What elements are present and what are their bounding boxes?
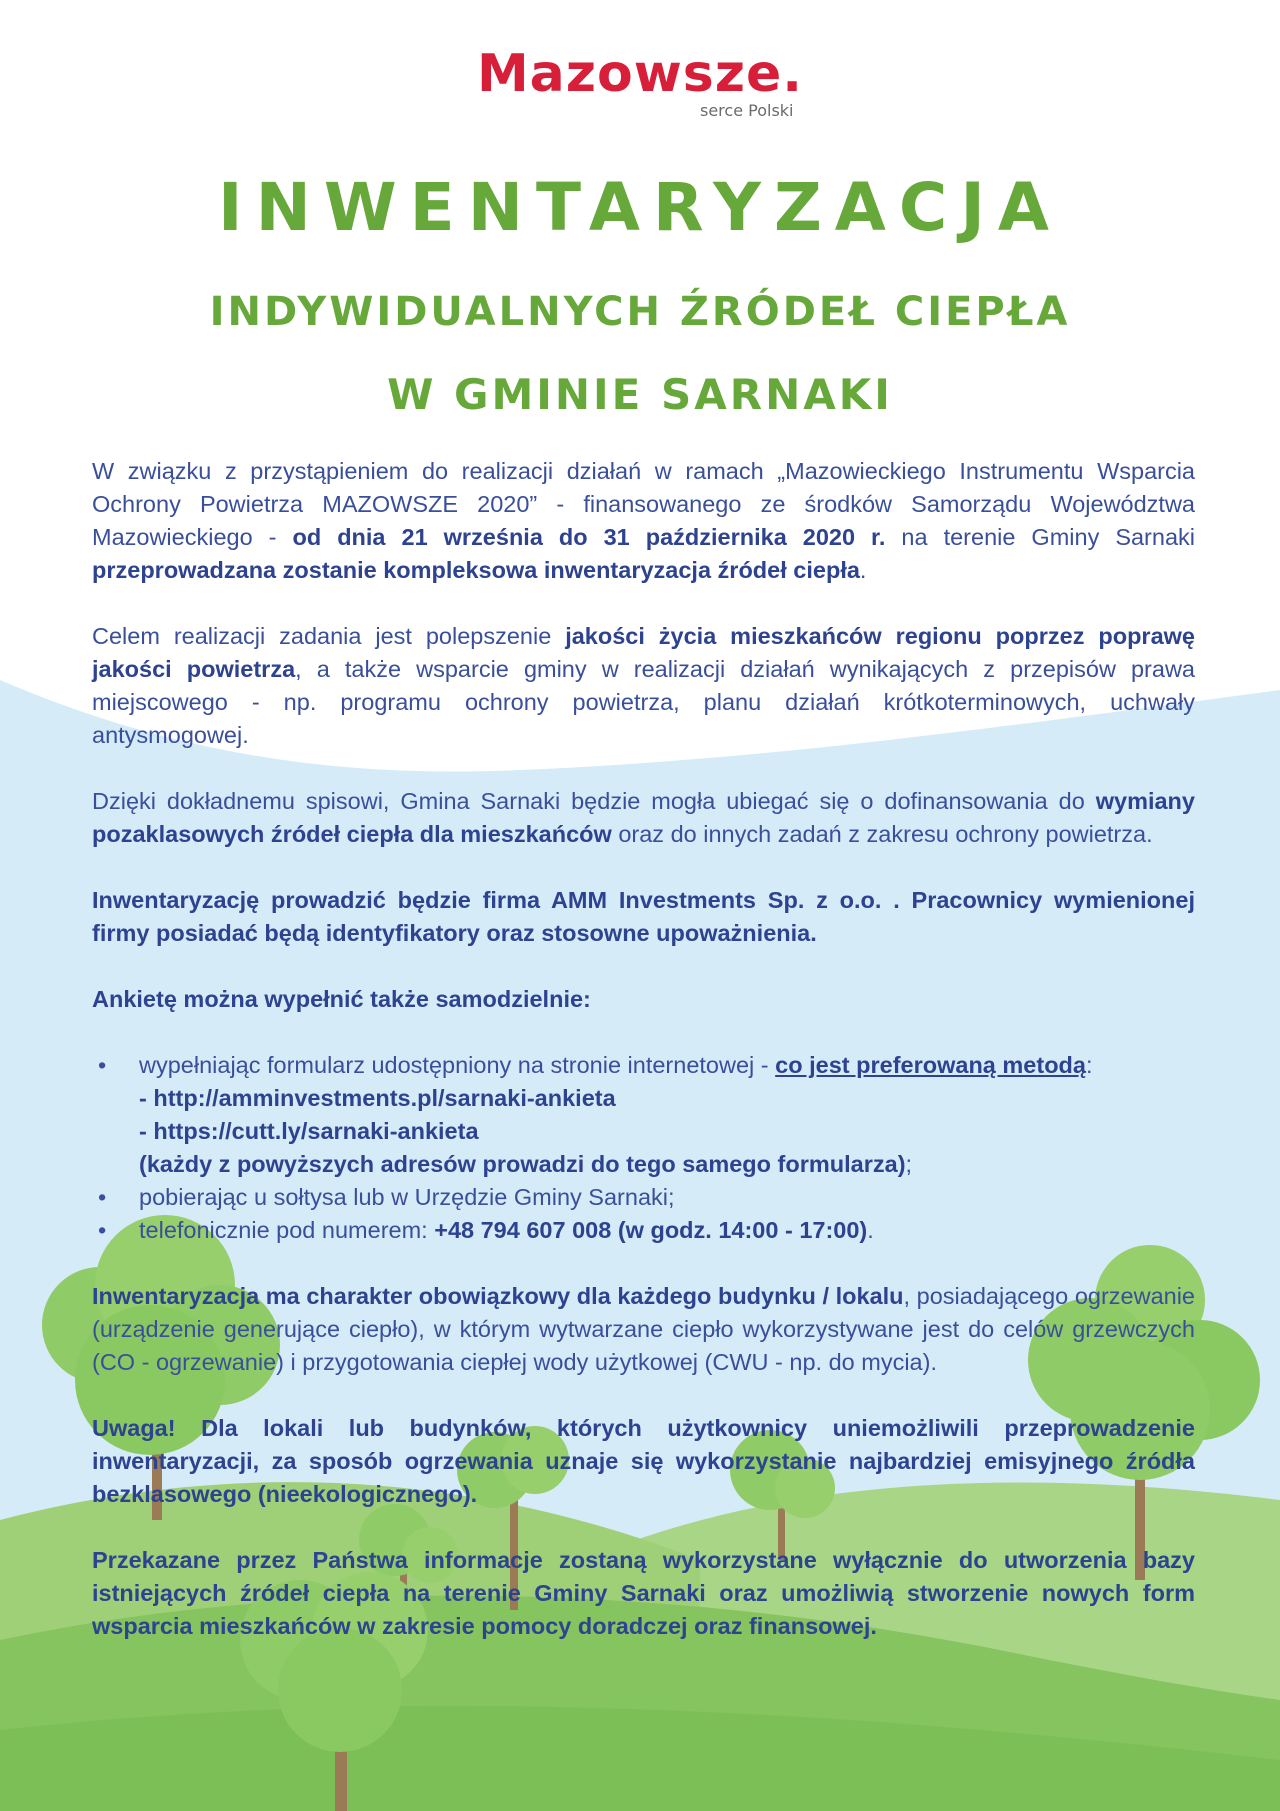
text: wypełniając formularz udostępniony na stronie internetowej - [139, 1052, 776, 1078]
text: , a także wsparcie gminy w realizacji działań wynikających z przepisów prawa miejscowego - np. programu ochrony powietrza, planu działań krótkoterminowych, uchwały antysmogowej. [92, 656, 1195, 748]
list-item-office [92, 1181, 1195, 1214]
paragraph-intro [92, 455, 1195, 587]
text: ; [905, 1151, 913, 1177]
survey-heading: Ankietę można wypełnić także samodzielnie: [92, 986, 591, 1012]
company-highlight: Inwentaryzację prowadzić będzie firma AMM Investments Sp. z o.o. . Pracownicy wymienionej firmy posiadać będą identyfikatory oraz stosowne upoważnienia. [92, 887, 1195, 946]
text: . [859, 557, 867, 583]
survey-link-cuttly[interactable]: - https://cutt.ly/sarnaki-ankieta [139, 1118, 479, 1144]
dates-highlight: od dnia 21 września do 31 października 2020 r. [292, 524, 886, 550]
text: Celem realizacji zadania jest polepszenie [92, 623, 566, 649]
page-title: INWENTARYZACJA [218, 169, 1062, 246]
goal-highlight: jakości życia mieszkańców regionu poprzez poprawę jakości powietrza [92, 623, 1195, 682]
announcement-body [92, 455, 1195, 1676]
privacy-highlight: Przekazane przez Państwa informacje zostaną wykorzystane wyłącznie do utworzenia bazy istniejących źródeł ciepła na terenie Gminy Sarnaki oraz umożliwią stworzenie nowych form wsparcia mieszkańców w zakresie pomocy doradczej oraz finansowej. [92, 1547, 1195, 1639]
mandatory-highlight: Inwentaryzacja ma charakter obowiązkowy dla każdego budynku / lokalu [92, 1283, 904, 1309]
paragraph-privacy [92, 1544, 1195, 1643]
list-item-phone [92, 1214, 1195, 1247]
text: , posiadającego ogrzewanie (urządzenie generujące ciepło), w którym wytwarzane ciepło wykorzystywane jest do celów grzewczych (CO - ogrzewanie) i przygotowania ciepłej wody użytkowej (CWU - np. do mycia). [92, 1283, 1196, 1375]
mazowsze-logo [0, 44, 1280, 124]
paragraph-company [92, 884, 1195, 950]
paragraph-warning [92, 1412, 1195, 1511]
text: . [867, 1217, 874, 1243]
page-subtitle-line2: W GMINIE SARNAKI [387, 370, 893, 419]
logo-tagline: serce Polski [700, 101, 794, 120]
funding-highlight: wymiany pozaklasowych źródeł ciepła dla mieszkańców [92, 788, 1195, 847]
text: na terenie Gminy Sarnaki [885, 524, 1195, 550]
warning-highlight: Uwaga! Dla lokali lub budynków, których użytkownicy uniemożliwili przeprowadzenie inwentaryzacji, za sposób ogrzewania uznaje się wykorzystanie najbardziej emisyjnego źródła bezklasowego (nieekologicznego). [92, 1415, 1195, 1507]
text: Dzięki dokładnemu spisowi, Gmina Sarnaki będzie mogła ubiegać się o dofinansowania do [92, 788, 1096, 814]
survey-link-amminvestments[interactable]: - http://amminvestments.pl/sarnaki-ankieta [139, 1085, 616, 1111]
paragraph-goal [92, 620, 1195, 752]
list-item-online [92, 1049, 1195, 1181]
survey-methods-list [92, 1049, 1195, 1247]
logo-wordmark: Mazowsze. [476, 44, 804, 104]
text: : [1085, 1052, 1093, 1078]
page-subtitle-line1: INDYWIDUALNYCH ŹRÓDEŁ CIEPŁA [209, 289, 1071, 335]
text: pobierając u sołtysa lub w Urzędzie Gminy Sarnaki; [139, 1184, 675, 1210]
preferred-method: co jest preferowaną metodą [775, 1052, 1086, 1078]
paragraph-mandatory [92, 1280, 1195, 1379]
text: telefonicznie pod numerem: [139, 1217, 435, 1243]
inventory-highlight: przeprowadzana zostanie kompleksowa inwentaryzacja źródeł ciepła [92, 557, 860, 583]
text: oraz do innych zadań z zakresu ochrony powietrza. [611, 821, 1153, 847]
text: W związku z przystąpieniem do realizacji działań w ramach „Mazowieckiego Instrumentu Wsparcia Ochrony Powietrza MAZOWSZE 2020” - finansowanego ze środków Samorządu Województwa Mazowieckiego - [92, 458, 1195, 550]
phone-number: +48 794 607 008 (w godz. 14:00 - 17:00) [434, 1217, 868, 1243]
paragraph-funding [92, 785, 1195, 851]
links-note: (każdy z powyższych adresów prowadzi do tego samego formularza) [139, 1151, 906, 1177]
